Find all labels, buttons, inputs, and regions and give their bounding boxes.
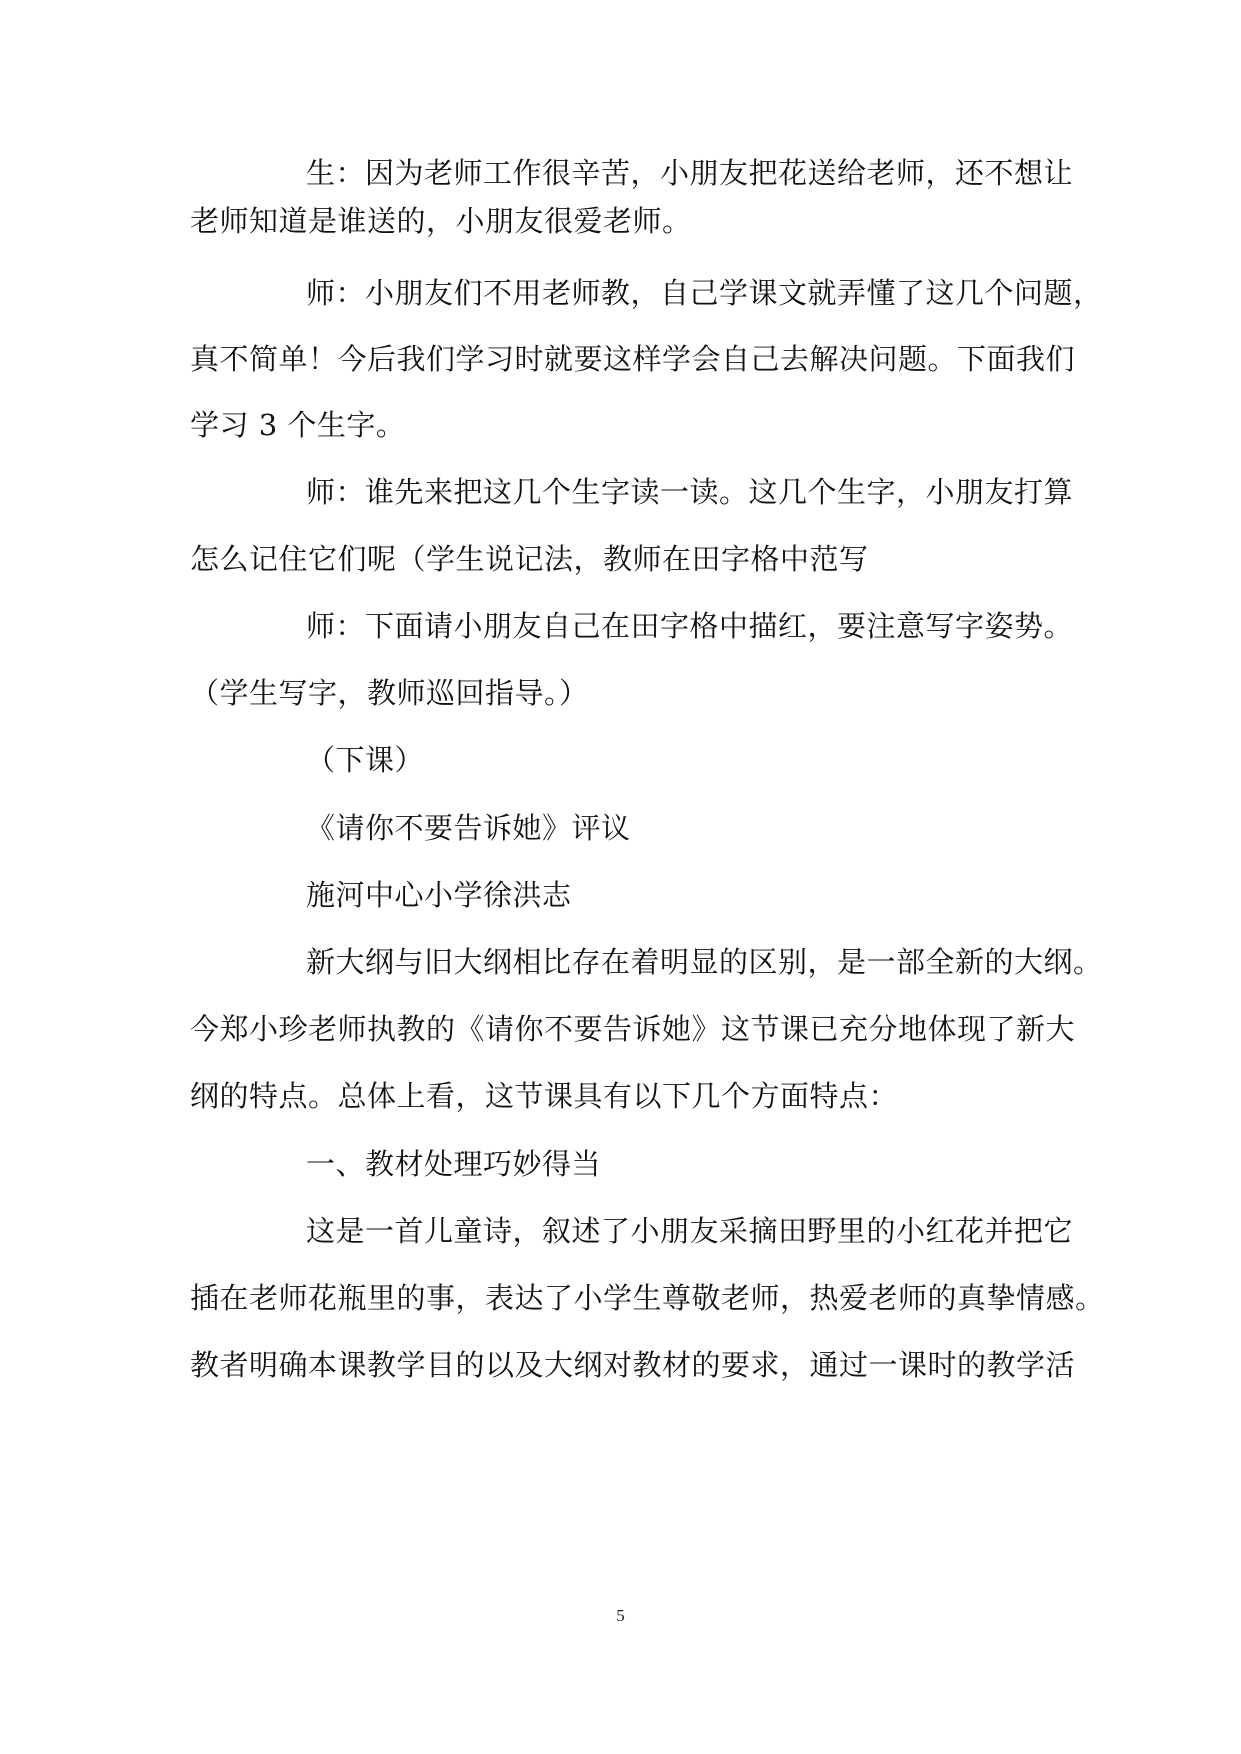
text-line: （学生写字，教师巡回指导。） xyxy=(190,676,589,710)
text-line: 一、教材处理巧妙得当 xyxy=(306,1147,602,1181)
text-line: 纲的特点。总体上看，这节课具有以下几个方面特点： xyxy=(190,1079,899,1113)
text-line: 今郑小珍老师执教的《请你不要告诉她》这节课已充分地体现了新大 xyxy=(190,1012,1076,1046)
text-line: （下课） xyxy=(306,743,425,777)
text-line: 真不简单！今后我们学习时就要这样学会自己去解决问题。下面我们 xyxy=(190,342,1076,376)
text-line: 《请你不要告诉她》评议 xyxy=(306,811,631,845)
text-line: 插在老师花瓶里的事，表达了小学生尊敬老师，热爱老师的真挚情感。 xyxy=(190,1281,1105,1315)
text-line: 施河中心小学徐洪志 xyxy=(306,878,572,912)
text-line: 学习 3 个生字。 xyxy=(190,408,406,442)
text-line: 师：谁先来把这几个生字读一读。这几个生字，小朋友打算 xyxy=(306,475,1074,509)
text-line: 新大纲与旧大纲相比存在着明显的区别，是一部全新的大纲。 xyxy=(306,945,1103,979)
text-line: 师：下面请小朋友自己在田字格中描红，要注意写字姿势。 xyxy=(306,609,1074,643)
text-line: 老师知道是谁送的，小朋友很爱老师。 xyxy=(190,204,692,238)
text-line: 师：小朋友们不用老师教，自己学课文就弄懂了这几个问题， xyxy=(306,276,1103,310)
text-line: 教者明确本课教学目的以及大纲对教材的要求，通过一课时的教学活 xyxy=(190,1348,1076,1382)
text-line: 这是一首儿童诗，叙述了小朋友采摘田野里的小红花并把它 xyxy=(306,1214,1074,1248)
page-number: 5 xyxy=(616,1606,625,1625)
text-line: 生：因为老师工作很辛苦，小朋友把花送给老师，还不想让 xyxy=(306,156,1074,190)
text-line: 怎么记住它们呢（学生说记法，教师在田字格中范写 xyxy=(190,542,869,576)
